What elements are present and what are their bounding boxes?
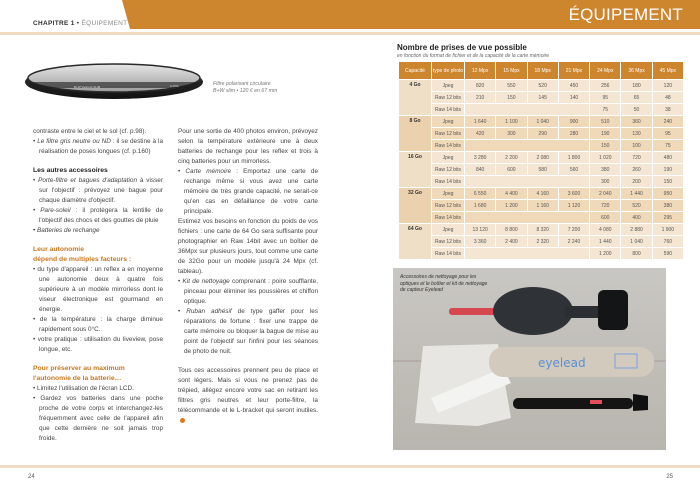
value-cell: 300 bbox=[590, 176, 620, 187]
value-cell: 1 160 bbox=[528, 200, 558, 211]
value-cell: 145 bbox=[528, 92, 558, 103]
bullet-filter-holder bbox=[33, 176, 163, 206]
photo-type-cell: Raw 14 bits bbox=[432, 104, 464, 115]
value-cell: 520 bbox=[621, 200, 651, 211]
value-cell: 360 bbox=[621, 116, 651, 127]
value-cell: 300 bbox=[496, 128, 526, 139]
bullet-term: Kit de nettoyage bbox=[182, 278, 230, 285]
bullet-term: Porte-filtre et bagues d'adaptation bbox=[38, 177, 138, 184]
header-rule bbox=[0, 32, 700, 35]
capacity-cell: 8 Go bbox=[399, 116, 431, 151]
table-title: Nombre de prises de vue possible bbox=[397, 43, 527, 52]
empty-cell bbox=[465, 248, 589, 259]
table-row bbox=[399, 188, 683, 199]
photo-type-cell: Jpeg bbox=[432, 152, 464, 163]
table-row bbox=[399, 224, 683, 235]
photo-type-cell: Raw 12 bits bbox=[432, 236, 464, 247]
value-cell: 590 bbox=[653, 248, 683, 259]
chapter-number: CHAPITRE 1 bbox=[33, 20, 75, 27]
value-cell: 900 bbox=[559, 116, 589, 127]
value-cell: 290 bbox=[528, 128, 558, 139]
value-cell: 13 120 bbox=[465, 224, 495, 235]
capacity-cell: 32 Go bbox=[399, 188, 431, 223]
value-cell: 1 020 bbox=[590, 152, 620, 163]
section-title: ÉQUIPEMENT bbox=[568, 5, 683, 24]
table-row bbox=[399, 116, 683, 127]
value-cell: 140 bbox=[559, 92, 589, 103]
bullet-nd-filter bbox=[33, 137, 163, 157]
bullet-term: Carte mémoire bbox=[185, 168, 232, 175]
value-cell: 95 bbox=[653, 128, 683, 139]
value-cell: 38 bbox=[653, 104, 683, 115]
value-cell: 450 bbox=[559, 80, 589, 91]
cleaning-kit-illustration bbox=[393, 268, 666, 450]
photo-type-cell: Raw 12 bits bbox=[432, 164, 464, 175]
value-cell: 950 bbox=[653, 188, 683, 199]
value-cell: 400 bbox=[621, 212, 651, 223]
value-cell: 600 bbox=[496, 164, 526, 175]
value-cell: 1 440 bbox=[621, 188, 651, 199]
chapter-section: ÉQUIPEMENT bbox=[81, 20, 128, 27]
value-cell: 820 bbox=[465, 80, 495, 91]
value-cell: 380 bbox=[590, 164, 620, 175]
value-cell: 150 bbox=[653, 176, 683, 187]
paragraph: Estimez vos besoins en fonction du poids de vos fichiers : une carte de 64 Go sera suffisante pour photographier en Raw 14bit avec un boîtier de 36Mpx sur plusieurs jours, tout comme une carte de 32Go pour un modèle jusqu'à 24 Mpx (cf. tableau). bbox=[178, 218, 318, 275]
table-row bbox=[399, 176, 683, 187]
empty-cell bbox=[465, 212, 589, 223]
value-cell: 95 bbox=[590, 92, 620, 103]
column-header: 45 Mpx bbox=[653, 62, 683, 79]
bullet-text: de type gaffer pour les réparations de fortune : fixer une trappe de carte mémoire ou bloquer la bague de mise au point de l'objectif sur l'infini pour les séances de photo de nuit. bbox=[184, 308, 318, 355]
value-cell: 840 bbox=[465, 164, 495, 175]
column-header: 15 Mpx bbox=[496, 62, 526, 79]
photo-type-cell: Jpeg bbox=[432, 224, 464, 235]
table-row bbox=[399, 80, 683, 91]
value-cell: 256 bbox=[590, 80, 620, 91]
value-cell: 1 680 bbox=[465, 200, 495, 211]
value-cell: 7 200 bbox=[559, 224, 589, 235]
photo-type-cell: Raw 12 bits bbox=[432, 128, 464, 139]
photo-type-cell: Raw 12 bits bbox=[432, 200, 464, 211]
empty-cell bbox=[465, 176, 589, 187]
value-cell: 760 bbox=[653, 236, 683, 247]
column-header: 21 Mpx bbox=[559, 62, 589, 79]
value-cell: 8 320 bbox=[528, 224, 558, 235]
value-cell: 2 400 bbox=[496, 236, 526, 247]
value-cell: 48 bbox=[653, 92, 683, 103]
value-cell: 150 bbox=[590, 140, 620, 151]
value-cell: 1 040 bbox=[528, 116, 558, 127]
left-column-b bbox=[178, 127, 318, 426]
bullet-tape bbox=[178, 307, 318, 357]
value-cell: 560 bbox=[559, 164, 589, 175]
bullet-lens-hood bbox=[33, 206, 163, 226]
footer-rule bbox=[0, 465, 700, 468]
value-cell: 130 bbox=[621, 128, 651, 139]
value-cell: 180 bbox=[621, 80, 651, 91]
capacity-cell: 4 Go bbox=[399, 80, 431, 115]
polarizing-filter-image bbox=[22, 55, 207, 105]
value-cell: 240 bbox=[653, 116, 683, 127]
left-column-a bbox=[33, 127, 163, 444]
bullet-camera-type: • du type d'appareil : un reflex a en moyenne une autonomie deux à quatre fois supérieure à un modèle mirrorless dont le viseur électronique est gourmand en énergie. bbox=[33, 265, 163, 315]
table-row bbox=[399, 164, 683, 175]
value-cell: 480 bbox=[653, 152, 683, 163]
value-cell: 65 bbox=[621, 92, 651, 103]
value-cell: 150 bbox=[496, 92, 526, 103]
photo-type-cell: Raw 14 bits bbox=[432, 140, 464, 151]
heading-autonomy-2: dépend de multiples facteurs : bbox=[33, 256, 132, 263]
value-cell: 2 080 bbox=[528, 152, 558, 163]
value-cell: 720 bbox=[590, 200, 620, 211]
value-cell: 280 bbox=[559, 128, 589, 139]
bullet-text: à visser sur l'objectif : prévoyez une bague pour chaque diamètre d'objectif. bbox=[39, 177, 163, 204]
cleaning-kit-photo bbox=[393, 268, 666, 450]
caption-line: B+W slim • 120 € en 67 mm bbox=[213, 88, 278, 94]
value-cell: 1 640 bbox=[465, 116, 495, 127]
bullet-text: : Emportez une carte de rechange même si vous avez une carte mémoire de très grande capacité, ne serait-ce qu'en cas en défaillance de votre carte principale. bbox=[184, 168, 318, 215]
value-cell: 2 040 bbox=[590, 188, 620, 199]
value-cell: 75 bbox=[590, 104, 620, 115]
chapter-separator: • bbox=[74, 20, 82, 27]
paragraph: contraste entre le ciel et le sol (cf. p.98). bbox=[33, 128, 147, 135]
photo-type-cell: Jpeg bbox=[432, 116, 464, 127]
paragraph-closing bbox=[178, 366, 318, 426]
column-header: 18 Mpx bbox=[528, 62, 558, 79]
page-number-right: 25 bbox=[666, 474, 673, 480]
chapter-label bbox=[33, 20, 127, 27]
value-cell: 3 280 bbox=[465, 152, 495, 163]
value-cell: 420 bbox=[465, 128, 495, 139]
photo-type-cell: Jpeg bbox=[432, 188, 464, 199]
bullet-temperature: • de la température : la charge diminue rapidement sous 0°C. bbox=[33, 315, 163, 335]
bullet-term: Le filtre gris neutre ou ND bbox=[37, 138, 111, 145]
value-cell: 190 bbox=[653, 164, 683, 175]
value-cell: 100 bbox=[621, 140, 651, 151]
value-cell: 1 040 bbox=[621, 236, 651, 247]
value-cell: 1 800 bbox=[559, 152, 589, 163]
table-row bbox=[399, 236, 683, 247]
value-cell: 2 320 bbox=[528, 236, 558, 247]
value-cell: 800 bbox=[621, 248, 651, 259]
caption-line: Filtre polarisant circulaire bbox=[213, 81, 271, 87]
value-cell: 2 200 bbox=[496, 152, 526, 163]
brand-text: eyelead bbox=[538, 356, 586, 370]
empty-cell bbox=[465, 140, 589, 151]
value-cell: 4 400 bbox=[496, 188, 526, 199]
column-header: 12 Mpx bbox=[465, 62, 495, 79]
shots-table bbox=[398, 61, 684, 260]
bullet-memory-card bbox=[178, 167, 318, 217]
value-cell: 1 200 bbox=[590, 248, 620, 259]
table-row bbox=[399, 152, 683, 163]
value-cell: 3 600 bbox=[559, 188, 589, 199]
heading-preserve-1: Pour préserver au maximum bbox=[33, 365, 125, 372]
svg-text:B+W Vanners SLIM: B+W Vanners SLIM bbox=[74, 85, 101, 89]
bullet-term: Ruban adhésif bbox=[186, 308, 232, 315]
empty-cell bbox=[465, 104, 589, 115]
photo-type-cell: Raw 14 bits bbox=[432, 176, 464, 187]
table-subtitle: en fonction du format de fichier et de la capacité de la carte mémoire bbox=[397, 53, 550, 59]
table-row bbox=[399, 104, 683, 115]
value-cell: 1 440 bbox=[590, 236, 620, 247]
table-row bbox=[399, 92, 683, 103]
bullet-cleaning-kit bbox=[178, 277, 318, 307]
value-cell: 550 bbox=[496, 80, 526, 91]
value-cell: 200 bbox=[621, 176, 651, 187]
heading-autonomy-1: Leur autonomie bbox=[33, 246, 84, 253]
value-cell: 1 900 bbox=[653, 224, 683, 235]
value-cell: 260 bbox=[621, 164, 651, 175]
value-cell: 6 550 bbox=[465, 188, 495, 199]
column-header: 24 Mpx bbox=[590, 62, 620, 79]
bullet-practice: • votre pratique : utilisation du liveview, pose longue, etc. bbox=[33, 335, 163, 355]
bullet-text: : il se destine à la réalisation de poses longues (cf. p.160) bbox=[39, 138, 163, 155]
value-cell: 4 080 bbox=[590, 224, 620, 235]
bullet-keep-warm: • Gardez vos batteries dans une poche proche de votre corps et interchangez-les fréquemment avec celle de l'appareil afin que cette dernière ne soit jamais trop froide. bbox=[33, 394, 163, 444]
photo-type-cell: Raw 12 bits bbox=[432, 92, 464, 103]
photo-type-cell: Jpeg bbox=[432, 80, 464, 91]
value-cell: 75 bbox=[653, 140, 683, 151]
value-cell: 510 bbox=[590, 116, 620, 127]
capacity-cell: 64 Go bbox=[399, 224, 431, 259]
closing-text: Tous ces accessoires prennent peu de place et sont légers. Mais si vous ne prenez pas de trépied, allégez encore votre sac en retirant les filtres gris neutres et leur porte-filtre, la télécommande et le L-bracket qui seront inutiles. bbox=[178, 367, 318, 414]
value-cell: 1 200 bbox=[496, 200, 526, 211]
heading-other-accessories: Les autres accessoires bbox=[33, 167, 108, 174]
blower-nozzle-icon bbox=[449, 308, 499, 315]
heading-preserve-2: l'autonomie de la batterie… bbox=[33, 375, 122, 382]
value-cell: 2 880 bbox=[621, 224, 651, 235]
bullet-batteries bbox=[33, 226, 163, 236]
value-cell: 520 bbox=[528, 80, 558, 91]
value-cell: 120 bbox=[653, 80, 683, 91]
table-row bbox=[399, 212, 683, 223]
bullet-text: : il protègera la lentille de l'objectif des chocs et des gouttes de pluie bbox=[39, 207, 163, 224]
table-row bbox=[399, 200, 683, 211]
end-mark-icon bbox=[180, 418, 185, 423]
value-cell: 580 bbox=[528, 164, 558, 175]
bullet-lcd: • Limitez l'utilisation de l'écran LCD. bbox=[33, 384, 163, 394]
bullet-term: Batteries de rechange bbox=[37, 227, 100, 234]
value-cell: 380 bbox=[653, 200, 683, 211]
photo-type-cell: Raw 14 bits bbox=[432, 212, 464, 223]
table-row bbox=[399, 140, 683, 151]
table-row bbox=[399, 248, 683, 259]
value-cell: 210 bbox=[465, 92, 495, 103]
column-header: type de photo bbox=[432, 62, 464, 79]
table-header-row bbox=[399, 62, 683, 79]
value-cell: 50 bbox=[621, 104, 651, 115]
value-cell: 4 160 bbox=[528, 188, 558, 199]
capacity-cell: 16 Go bbox=[399, 152, 431, 187]
page-number-left: 24 bbox=[28, 474, 35, 480]
value-cell: 720 bbox=[621, 152, 651, 163]
value-cell: 3 360 bbox=[465, 236, 495, 247]
value-cell: 8 800 bbox=[496, 224, 526, 235]
column-header: Capacité bbox=[399, 62, 431, 79]
table-row bbox=[399, 128, 683, 139]
photo-type-cell: Raw 14 bits bbox=[432, 248, 464, 259]
value-cell: 1 120 bbox=[559, 200, 589, 211]
bullet-term: Pare-soleil bbox=[40, 207, 71, 214]
value-cell: 295 bbox=[653, 212, 683, 223]
value-cell: 190 bbox=[590, 128, 620, 139]
svg-text:C-POL: C-POL bbox=[170, 84, 180, 88]
photo-caption: Accessoires de nettoyage pour les optiques et le boîtier et kit de nettoyage de capteur Eyelead bbox=[400, 274, 488, 293]
value-cell: 600 bbox=[590, 212, 620, 223]
value-cell: 1 100 bbox=[496, 116, 526, 127]
paragraph: Pour une sortie de 400 photos environ, prévoyez selon la température extérieure une à deux batteries de rechange pour les reflex et trois à cinq batteries pour un mirrorless. bbox=[178, 128, 318, 165]
column-header: 36 Mpx bbox=[621, 62, 651, 79]
value-cell: 2 240 bbox=[559, 236, 589, 247]
filter-caption bbox=[213, 81, 277, 95]
bullet-text: comprenant : poire soufflante, pinceau pour éliminer les poussières et chiffon optique. bbox=[184, 278, 318, 305]
